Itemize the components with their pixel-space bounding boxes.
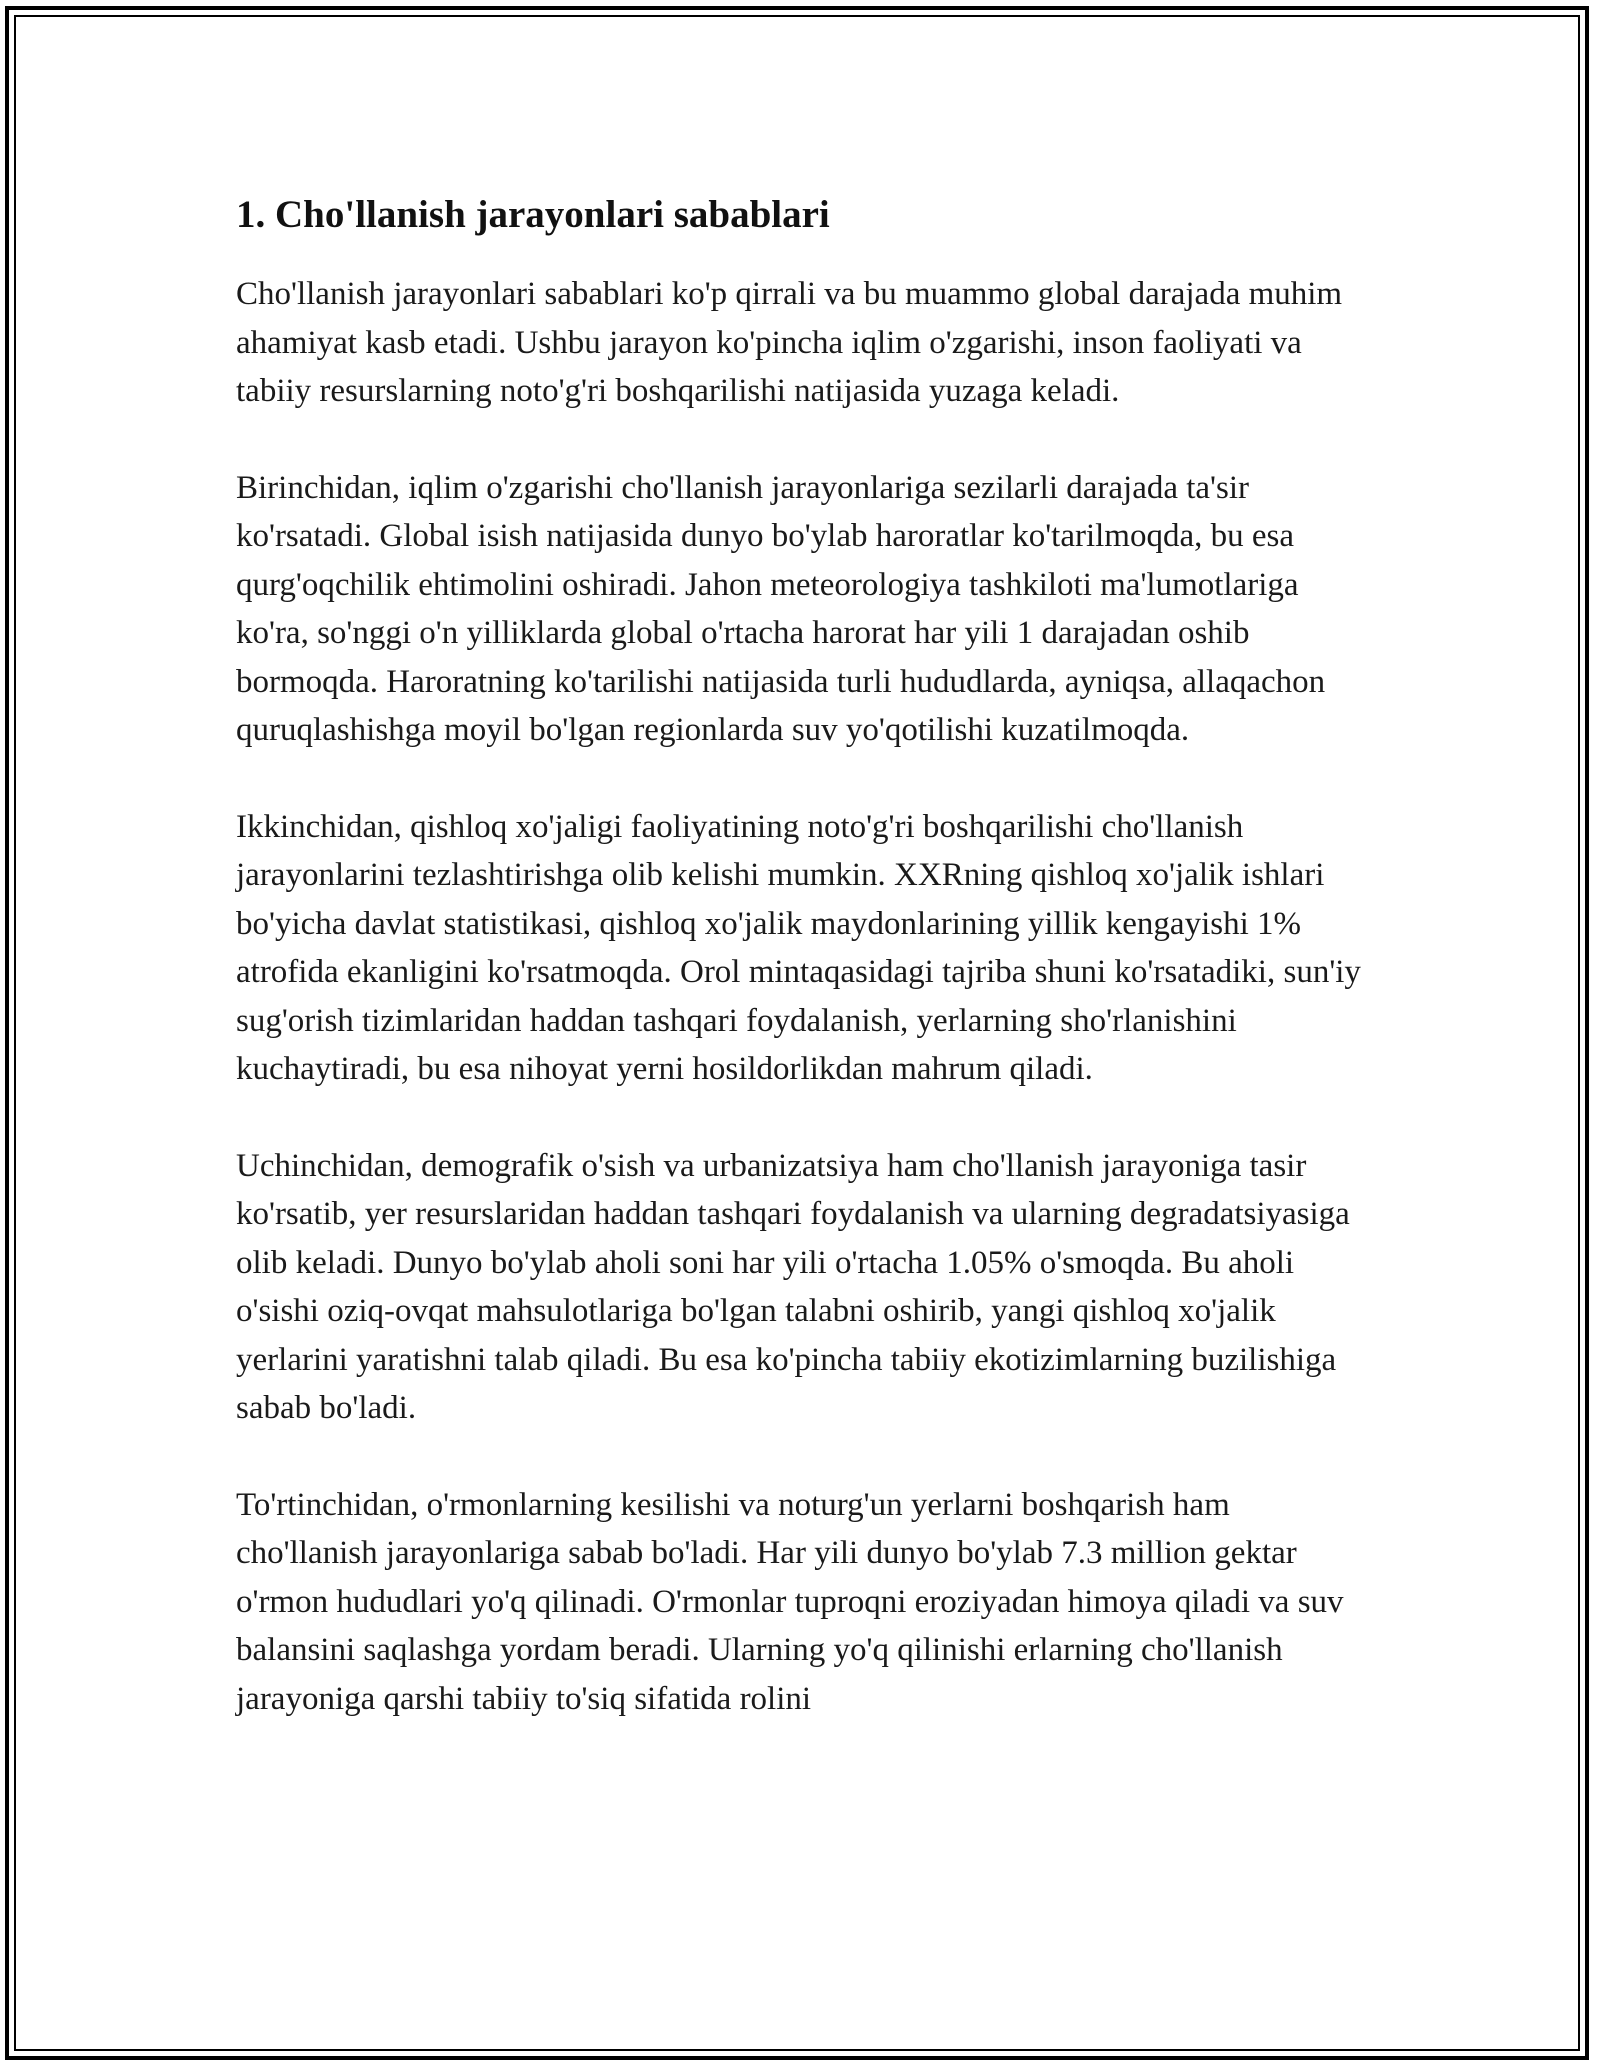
paragraph-climate-change: Birinchidan, iqlim o'zgarishi cho'llanish jarayonlariga sezilarli darajada ta'sir ko'rsatadi. Global isish natijasida dunyo bo'ylab haroratlar ko'tarilmoqda, bu esa qurg'oqchilik ehtimolini oshiradi. Jahon meteorologiya tashkiloti ma'lumotlariga ko'ra, so'nggi o'n yilliklarda global o'rtacha harorat har yili 1 darajadan oshib bormoqda. Haroratning ko'tarilishi natijasida turli hududlarda, ayniqsa, allaqachon quruqlashishga moyil bo'lgan regionlarda suv yo'qotilishi kuzatilmoqda. <box>236 469 1326 748</box>
section-heading: 1. Cho'llanish jarayonlari sabablari <box>236 193 830 236</box>
paragraph-intro: Cho'llanish jarayonlari sabablari ko'p qirrali va bu muammo global darajada muhim ahamiyat kasb etadi. Ushbu jarayon ko'pincha iqlim o'zgarishi, inson faoliyati va tabiiy resurslarning noto'g'ri boshqarilishi natijasida yuzaga keladi. <box>236 276 1343 409</box>
paragraph-demographics: Uchinchidan, demografik o'sish va urbanizatsiya ham cho'llanish jarayoniga tasir ko'rsatib, yer resurslaridan haddan tashqari foydalanish va ularning degradatsiyasiga olib keladi. Dunyo bo'ylab aholi soni har yili o'rtacha 1.05% o'smoqda. Bu aholi o'sishi oziq-ovqat mahsulotlariga bo'lgan talabni oshirib, yangi qishloq xo'jalik yerlarini yaratishni talab qiladi. Bu esa ko'pincha tabiiy ekotizimlarning buzilishiga sabab bo'ladi. <box>236 1147 1350 1426</box>
document-body <box>236 190 1366 1771</box>
paragraph-deforestation: To'rtinchidan, o'rmonlarning kesilishi va noturg'un yerlarni boshqarish ham cho'llanish jarayonlariga sabab bo'ladi. Har yili dunyo bo'ylab 7.3 million gektar o'rmon hududlari yo'q qilinadi. O'rmonlar tuproqni eroziyadan himoya qiladi va suv balansini saqlashga yordam beradi. Ularning yo'q qilinishi erlarning cho'llanish jarayoniga qarshi tabiiy to'siq sifatida rolini <box>236 1486 1344 1717</box>
paragraph-agriculture: Ikkinchidan, qishloq xo'jaligi faoliyatining noto'g'ri boshqarilishi cho'llanish jarayonlarini tezlashtirishga olib kelishi mumkin. XXRning qishloq xo'jalik ishlari bo'yicha davlat statistikasi, qishloq xo'jalik maydonlarining yillik kengayishi 1% atrofida ekanligini ko'rsatmoqda. Orol mintaqasidagi tajriba shuni ko'rsatadiki, sun'iy sug'orish tizimlaridan haddan tashqari foydalanish, yerlarning sho'rlanishini kuchaytiradi, bu esa nihoyat yerni hosildorlikdan mahrum qiladi. <box>236 808 1361 1087</box>
